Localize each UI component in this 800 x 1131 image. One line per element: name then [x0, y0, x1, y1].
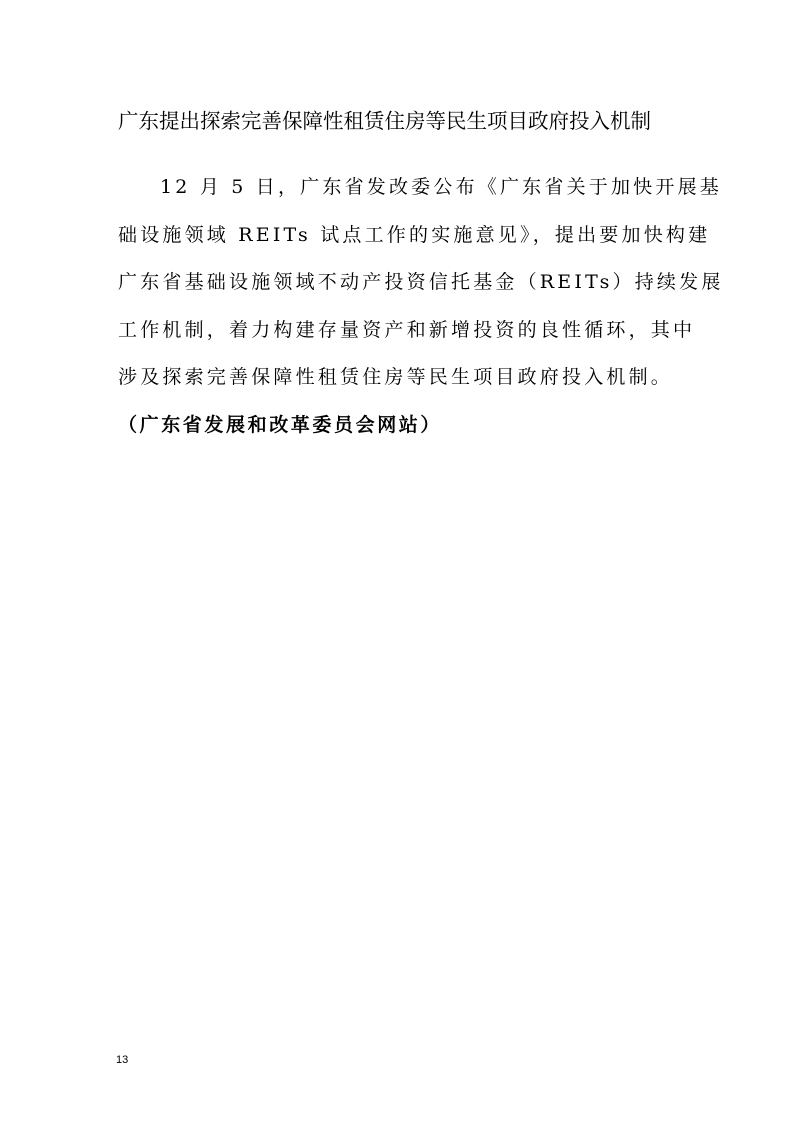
- paragraph-line: 12 月 5 日，广东省发改委公布《广东省关于加快开展基: [160, 176, 722, 198]
- paragraph-line: 工作机制，着力构建存量资产和新增投资的良性循环，其中: [118, 318, 696, 341]
- page-number: 13: [116, 1054, 129, 1066]
- article-paragraph: [118, 164, 724, 402]
- paragraph-line: 涉及探索完善保障性租赁住房等民生项目政府投入机制。: [118, 366, 674, 389]
- paragraph-line: 础设施领域 REITs 试点工作的实施意见》，提出要加快构建: [118, 223, 711, 246]
- article-title: 广东提出探索完善保障性租赁住房等民生项目政府投入机制: [118, 109, 651, 133]
- source-citation: （广东省发展和改革委员会网站）: [118, 414, 443, 436]
- paragraph-line: 广东省基础设施领域不动产投资信托基金（REITs）持续发展: [118, 271, 724, 294]
